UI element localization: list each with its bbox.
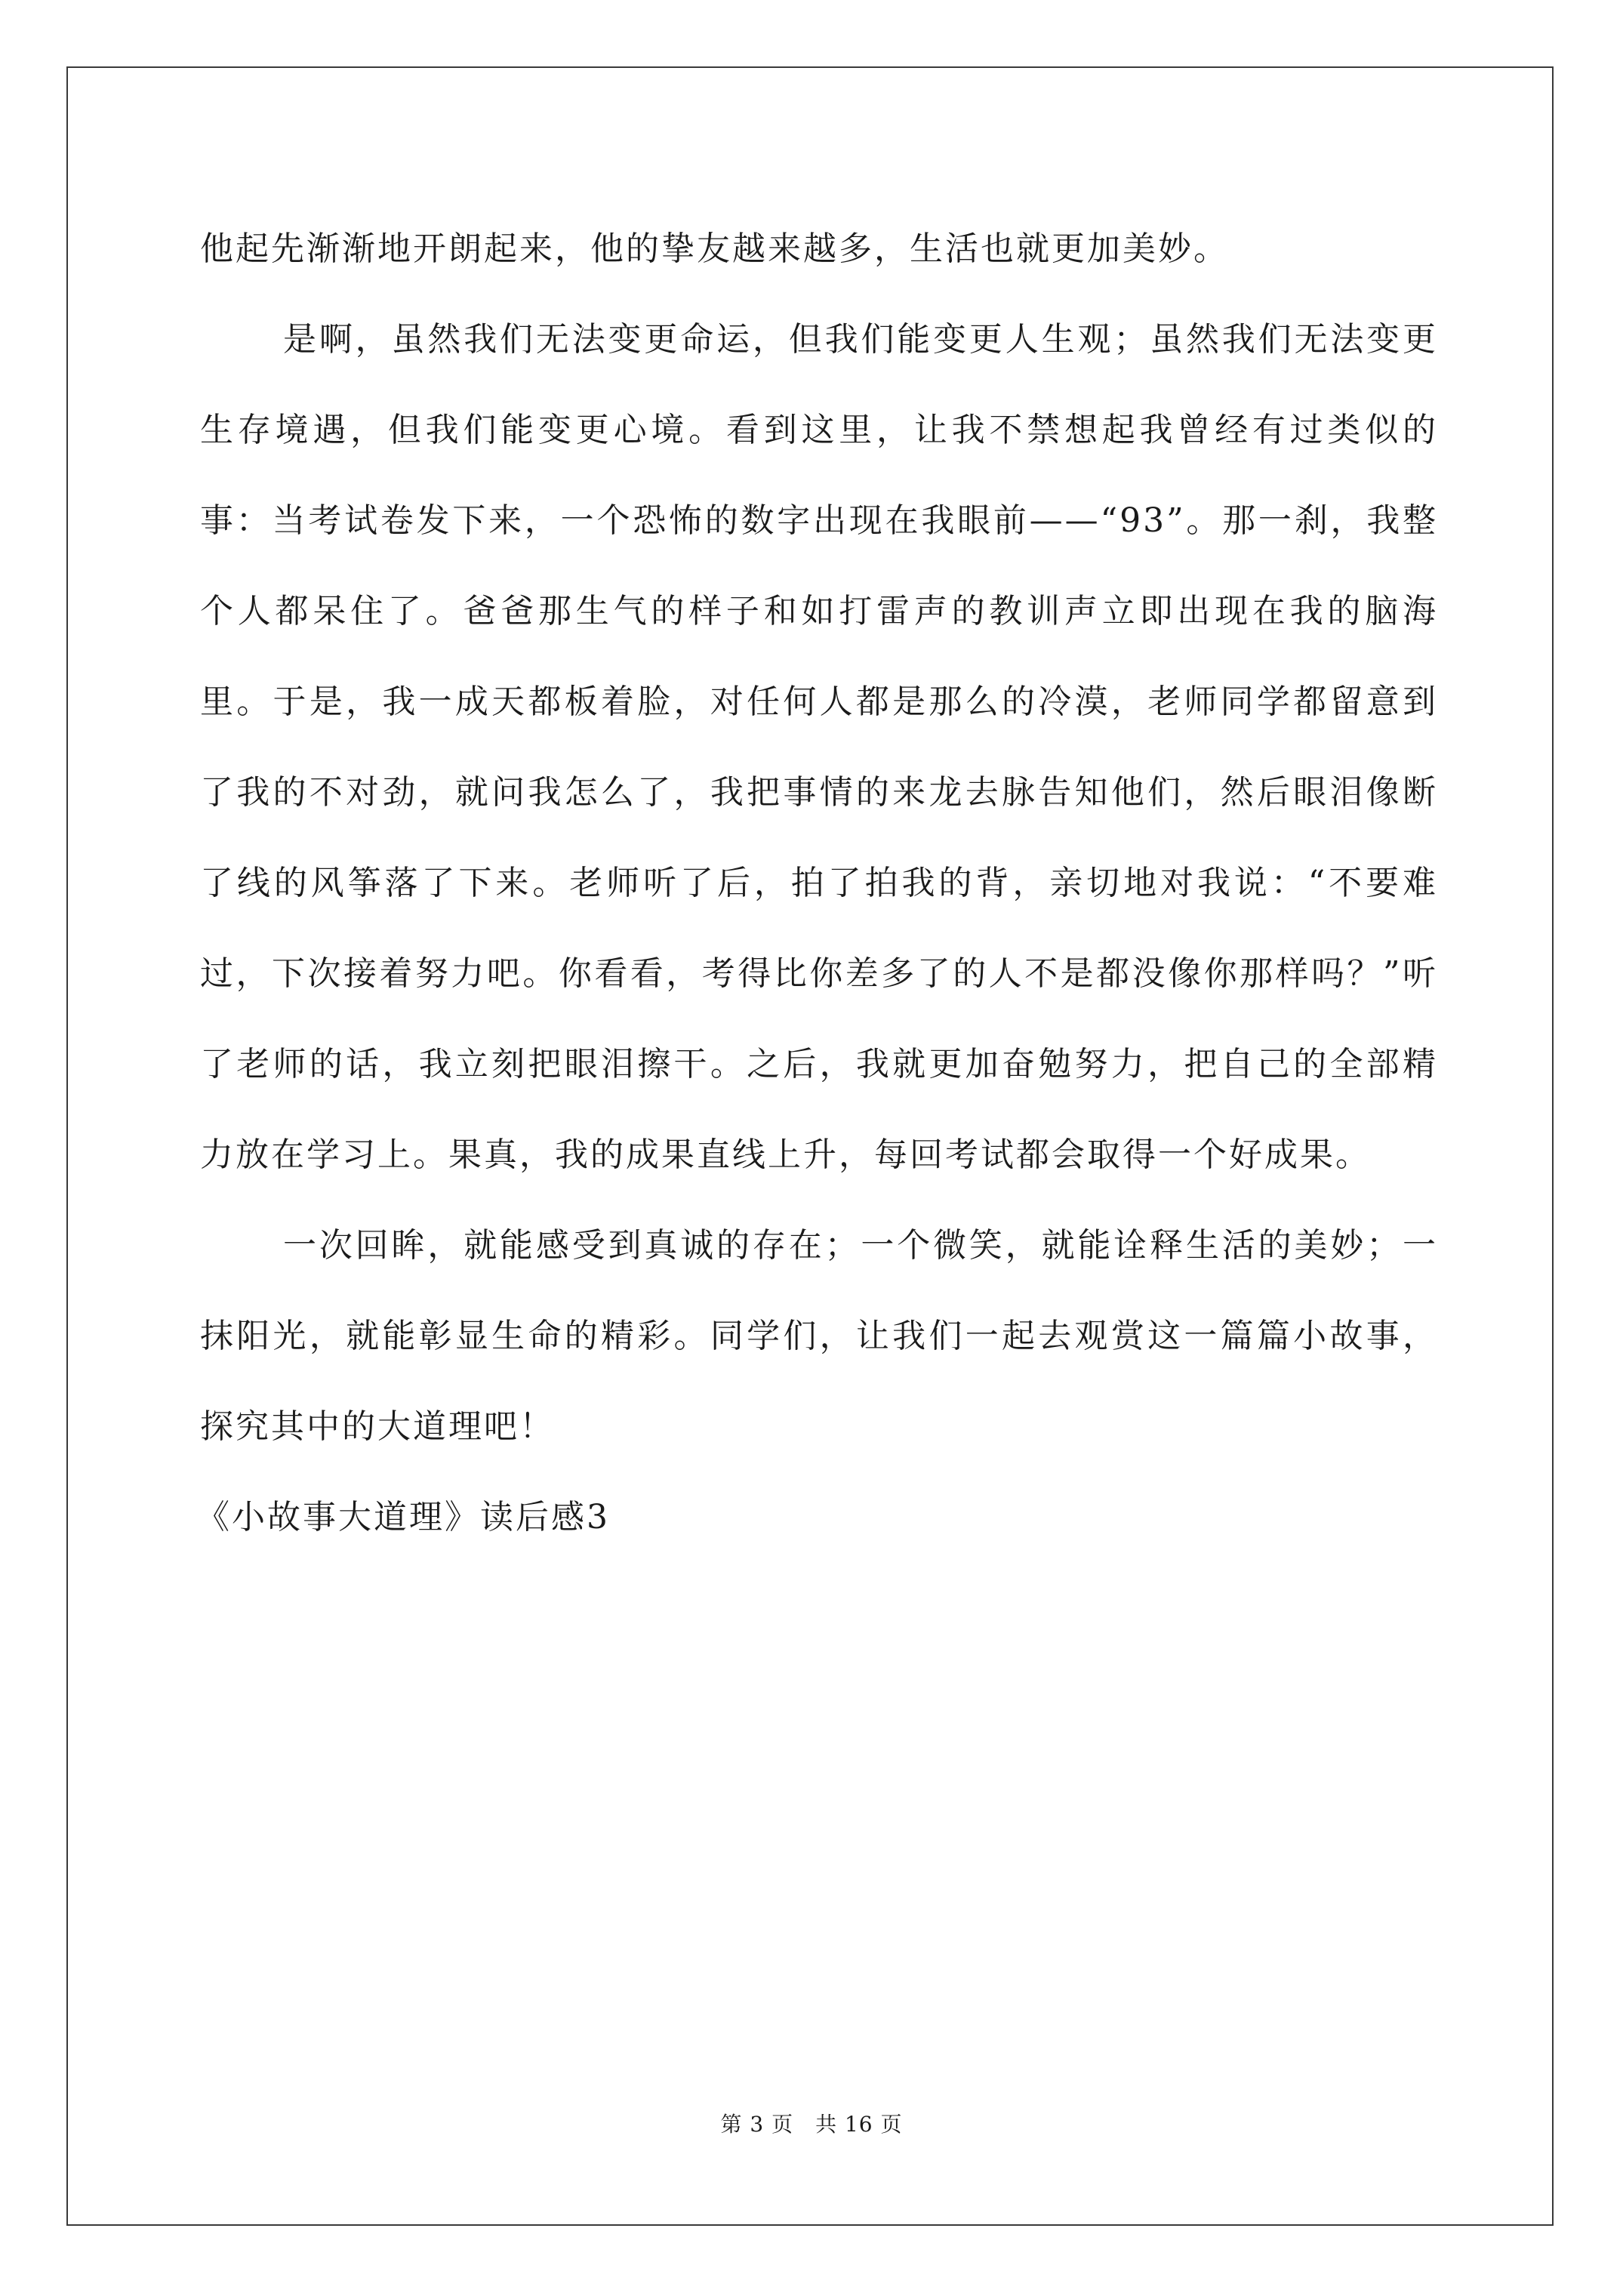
section-heading: 《小故事大道理》读后感3: [196, 1498, 610, 1536]
paragraph-2: 是啊，虽然我们无法变更命运，但我们能变更人生观；虽然我们无法变更生存境遇，但我们能变更心境。看到这里，让我不禁想起我曾经有过类似的事：当考试卷发下来，一个恐怖的数字出现在我眼前——“93”。那一刹，我整个人都呆住了。爸爸那生气的样子和如打雷声的教训声立即出现在我的脑海里。于是，我一成天都板着脸，对任何人都是那么的冷漠，老师同学都留意到了我的不对劲，就问我怎么了，我把事情的来龙去脉告知他们，然后眼泪像断了线的风筝落了下来。老师听了后，拍了拍我的背，亲切地对我说：“不要难过，下次接着努力吧。你看看，考得比你差多了的人不是都没像你那样吗？”听了老师的话，我立刻把眼泪擦干。之后，我就更加奋勉努力，把自己的全部精力放在学习上。果真，我的成果直线上升，每回考试都会取得一个好成果。: [200, 320, 1438, 1174]
paragraph-3: 一次回眸，就能感受到真诚的存在；一个微笑，就能诠释生活的美妙；一抹阳光，就能彰显生命的精彩。同学们，让我们一起去观赏这一篇篇小故事，探究其中的大道理吧！: [200, 1226, 1438, 1446]
paragraph-1: 他起先渐渐地开朗起来，他的挚友越来越多，生活也就更加美妙。: [200, 230, 1229, 268]
document-body: [196, 204, 1438, 1563]
page-number-footer: 第 3 页 共 16 页: [720, 2112, 903, 2137]
